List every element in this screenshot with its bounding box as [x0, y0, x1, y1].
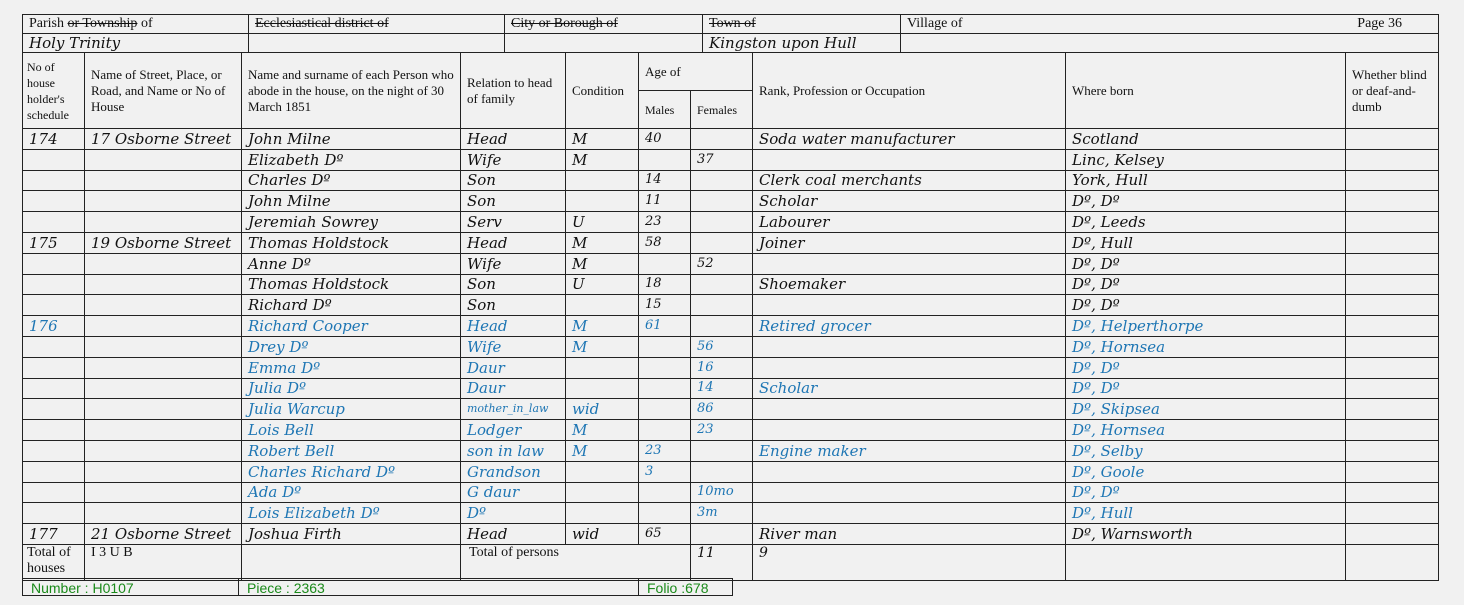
table-row	[23, 316, 1439, 337]
table-row	[23, 461, 1439, 482]
cell-male: 14	[639, 170, 691, 191]
cell-born: Dº, Dº	[1066, 378, 1346, 399]
cell-male	[639, 420, 691, 441]
cell-relation: mother_in_law	[461, 399, 566, 420]
cell-relation: Wife	[461, 336, 566, 357]
cell-female	[691, 461, 753, 482]
cell-condition	[566, 378, 639, 399]
cell-male	[639, 378, 691, 399]
parish-value: Holy Trinity	[23, 34, 249, 53]
town-value: Kingston upon Hull	[703, 34, 901, 53]
cell-schedule	[23, 461, 85, 482]
cell-name: Robert Bell	[242, 440, 461, 461]
cell-schedule	[23, 420, 85, 441]
cell-condition	[566, 482, 639, 503]
table-row	[23, 274, 1439, 295]
cell-blind	[1346, 232, 1439, 253]
cell-male: 3	[639, 461, 691, 482]
cell-condition: M	[566, 420, 639, 441]
cell-relation: Son	[461, 191, 566, 212]
col-name: Name and surname of each Person who abode in the house, on the night of 30 March 1851	[242, 53, 461, 129]
cell-relation: G daur	[461, 482, 566, 503]
cell-blind	[1346, 357, 1439, 378]
cell-relation: Grandson	[461, 461, 566, 482]
cell-name: Charles Richard Dº	[242, 461, 461, 482]
col-born: Where born	[1066, 53, 1346, 129]
cell-name: Julia Warcup	[242, 399, 461, 420]
cell-female: 23	[691, 420, 753, 441]
cell-male: 40	[639, 129, 691, 150]
cell-born: Scotland	[1066, 129, 1346, 150]
cell-occupation	[753, 461, 1066, 482]
cell-female: 3m	[691, 503, 753, 524]
table-row	[23, 482, 1439, 503]
cell-condition: M	[566, 149, 639, 170]
cell-male: 58	[639, 232, 691, 253]
cell-female	[691, 295, 753, 316]
col-males: Males	[639, 91, 691, 129]
cell-born: Dº, Hornsea	[1066, 336, 1346, 357]
cell-male	[639, 149, 691, 170]
cell-female	[691, 440, 753, 461]
cell-occupation	[753, 253, 1066, 274]
cell-schedule: 174	[23, 129, 85, 150]
cell-male: 15	[639, 295, 691, 316]
cell-male	[639, 357, 691, 378]
cell-born: Dº, Hull	[1066, 503, 1346, 524]
cell-relation: Wife	[461, 149, 566, 170]
cell-blind	[1346, 440, 1439, 461]
cell-street	[85, 357, 242, 378]
cell-schedule	[23, 399, 85, 420]
cell-relation: Dº	[461, 503, 566, 524]
cell-occupation: River man	[753, 524, 1066, 545]
cell-condition: M	[566, 232, 639, 253]
cell-schedule	[23, 149, 85, 170]
cell-blind	[1346, 253, 1439, 274]
cell-born: York, Hull	[1066, 170, 1346, 191]
cell-street	[85, 336, 242, 357]
cell-schedule	[23, 253, 85, 274]
cell-relation: Lodger	[461, 420, 566, 441]
cell-condition	[566, 170, 639, 191]
table-row	[23, 524, 1439, 545]
total-houses-value: I 3 U B	[85, 544, 242, 580]
cell-occupation	[753, 420, 1066, 441]
cell-blind	[1346, 482, 1439, 503]
cell-occupation: Retired grocer	[753, 316, 1066, 337]
cell-relation: son in law	[461, 440, 566, 461]
cell-name: Julia Dº	[242, 378, 461, 399]
cell-schedule: 175	[23, 232, 85, 253]
cell-street	[85, 440, 242, 461]
cell-schedule	[23, 170, 85, 191]
cell-name: Ada Dº	[242, 482, 461, 503]
cell-condition	[566, 357, 639, 378]
cell-female	[691, 191, 753, 212]
table-row	[23, 440, 1439, 461]
cell-blind	[1346, 212, 1439, 233]
cell-blind	[1346, 129, 1439, 150]
cell-relation: Head	[461, 232, 566, 253]
col-blind: Whether blind or deaf-and-dumb	[1346, 53, 1439, 129]
cell-schedule: 177	[23, 524, 85, 545]
cell-occupation	[753, 357, 1066, 378]
cell-condition: M	[566, 336, 639, 357]
cell-condition	[566, 461, 639, 482]
cell-female: 86	[691, 399, 753, 420]
cell-male	[639, 503, 691, 524]
census-table	[22, 52, 1439, 581]
cell-condition: M	[566, 129, 639, 150]
cell-schedule	[23, 357, 85, 378]
cell-relation: Head	[461, 316, 566, 337]
cell-schedule	[23, 482, 85, 503]
cell-blind	[1346, 274, 1439, 295]
cell-occupation: Engine maker	[753, 440, 1066, 461]
cell-occupation	[753, 295, 1066, 316]
cell-born: Dº, Hull	[1066, 232, 1346, 253]
cell-blind	[1346, 461, 1439, 482]
cell-street	[85, 482, 242, 503]
cell-born: Dº, Leeds	[1066, 212, 1346, 233]
cell-born: Dº, Dº	[1066, 482, 1346, 503]
cell-male: 23	[639, 440, 691, 461]
table-row	[23, 420, 1439, 441]
cell-male: 61	[639, 316, 691, 337]
city-label: City or Borough of	[505, 15, 703, 34]
cell-born: Dº, Dº	[1066, 274, 1346, 295]
col-relation: Relation to head of family	[461, 53, 566, 129]
cell-blind	[1346, 295, 1439, 316]
cell-blind	[1346, 191, 1439, 212]
total-houses-label: Total of houses	[23, 544, 85, 580]
cell-name: Jeremiah Sowrey	[242, 212, 461, 233]
footer-number: Number : H0107	[22, 578, 239, 596]
cell-relation: Serv	[461, 212, 566, 233]
cell-male: 18	[639, 274, 691, 295]
footer-piece: Piece : 2363	[238, 578, 639, 596]
cell-street	[85, 461, 242, 482]
cell-name: Lois Bell	[242, 420, 461, 441]
cell-street	[85, 170, 242, 191]
table-row	[23, 336, 1439, 357]
cell-schedule	[23, 212, 85, 233]
cell-street: 17 Osborne Street	[85, 129, 242, 150]
cell-blind	[1346, 316, 1439, 337]
cell-condition	[566, 191, 639, 212]
cell-female	[691, 212, 753, 233]
table-row	[23, 170, 1439, 191]
census-rows	[23, 129, 1439, 545]
cell-female: 56	[691, 336, 753, 357]
cell-street	[85, 149, 242, 170]
cell-name: Lois Elizabeth Dº	[242, 503, 461, 524]
cell-occupation: Shoemaker	[753, 274, 1066, 295]
cell-born: Dº, Selby	[1066, 440, 1346, 461]
cell-female	[691, 170, 753, 191]
cell-female	[691, 232, 753, 253]
cell-female	[691, 316, 753, 337]
cell-name: Emma Dº	[242, 357, 461, 378]
cell-relation: Head	[461, 524, 566, 545]
cell-occupation: Labourer	[753, 212, 1066, 233]
col-females: Females	[691, 91, 753, 129]
cell-blind	[1346, 420, 1439, 441]
cell-street: 21 Osborne Street	[85, 524, 242, 545]
cell-condition: M	[566, 253, 639, 274]
cell-condition	[566, 295, 639, 316]
cell-street	[85, 295, 242, 316]
cell-male: 11	[639, 191, 691, 212]
cell-schedule	[23, 191, 85, 212]
cell-relation: Son	[461, 274, 566, 295]
cell-name: Thomas Holdstock	[242, 232, 461, 253]
cell-blind	[1346, 149, 1439, 170]
table-row	[23, 295, 1439, 316]
cell-born: Dº, Skipsea	[1066, 399, 1346, 420]
cell-born: Linc, Kelsey	[1066, 149, 1346, 170]
cell-male: 23	[639, 212, 691, 233]
town-label: Town of	[703, 15, 901, 34]
cell-female: 14	[691, 378, 753, 399]
cell-female	[691, 129, 753, 150]
cell-condition: M	[566, 316, 639, 337]
census-header-table	[22, 14, 1439, 53]
table-row	[23, 357, 1439, 378]
table-row	[23, 399, 1439, 420]
table-row	[23, 129, 1439, 150]
cell-street	[85, 212, 242, 233]
cell-schedule	[23, 336, 85, 357]
cell-name: John Milne	[242, 191, 461, 212]
cell-occupation	[753, 399, 1066, 420]
cell-female: 37	[691, 149, 753, 170]
cell-schedule	[23, 378, 85, 399]
cell-occupation	[753, 336, 1066, 357]
cell-condition: wid	[566, 399, 639, 420]
table-row	[23, 503, 1439, 524]
cell-relation: Wife	[461, 253, 566, 274]
col-schedule: No of house holder's schedule	[23, 53, 85, 129]
col-condition: Condition	[566, 53, 639, 129]
cell-female	[691, 524, 753, 545]
cell-occupation	[753, 503, 1066, 524]
col-occupation: Rank, Profession or Occupation	[753, 53, 1066, 129]
cell-male: 65	[639, 524, 691, 545]
cell-relation: Son	[461, 170, 566, 191]
cell-relation: Head	[461, 129, 566, 150]
cell-street	[85, 274, 242, 295]
cell-street	[85, 503, 242, 524]
table-row	[23, 191, 1439, 212]
cell-condition	[566, 503, 639, 524]
cell-schedule	[23, 274, 85, 295]
col-age-of: Age of	[639, 53, 753, 91]
cell-male	[639, 482, 691, 503]
cell-blind	[1346, 170, 1439, 191]
table-row	[23, 149, 1439, 170]
cell-male	[639, 399, 691, 420]
footer-folio: Folio :678	[638, 578, 733, 596]
cell-male	[639, 336, 691, 357]
cell-born: Dº, Dº	[1066, 191, 1346, 212]
village-label: Village of Page 36	[901, 15, 1439, 34]
total-persons-label: Total of persons	[461, 544, 691, 580]
cell-name: Charles Dº	[242, 170, 461, 191]
cell-street	[85, 378, 242, 399]
cell-condition: M	[566, 440, 639, 461]
cell-relation: Daur	[461, 378, 566, 399]
cell-schedule	[23, 295, 85, 316]
cell-born: Dº, Dº	[1066, 357, 1346, 378]
parish-label: Parish or Township of	[23, 15, 249, 34]
cell-name: Elizabeth Dº	[242, 149, 461, 170]
cell-street	[85, 191, 242, 212]
cell-name: Thomas Holdstock	[242, 274, 461, 295]
table-row	[23, 212, 1439, 233]
total-females: 9	[753, 544, 1066, 580]
cell-relation: Daur	[461, 357, 566, 378]
cell-name: Drey Dº	[242, 336, 461, 357]
cell-blind	[1346, 503, 1439, 524]
cell-blind	[1346, 336, 1439, 357]
cell-condition: U	[566, 212, 639, 233]
cell-occupation: Joiner	[753, 232, 1066, 253]
cell-blind	[1346, 378, 1439, 399]
cell-occupation: Scholar	[753, 378, 1066, 399]
table-row	[23, 378, 1439, 399]
col-street: Name of Street, Place, or Road, and Name or No of House	[85, 53, 242, 129]
cell-born: Dº, Dº	[1066, 253, 1346, 274]
cell-condition: U	[566, 274, 639, 295]
census-sheet	[22, 14, 1438, 581]
cell-occupation: Clerk coal merchants	[753, 170, 1066, 191]
cell-occupation	[753, 482, 1066, 503]
cell-street	[85, 253, 242, 274]
cell-schedule	[23, 440, 85, 461]
cell-blind	[1346, 399, 1439, 420]
total-males: 11	[691, 544, 753, 580]
cell-born: Dº, Warnsworth	[1066, 524, 1346, 545]
cell-name: Richard Dº	[242, 295, 461, 316]
cell-occupation	[753, 149, 1066, 170]
cell-occupation: Soda water manufacturer	[753, 129, 1066, 150]
cell-name: Anne Dº	[242, 253, 461, 274]
cell-female: 10mo	[691, 482, 753, 503]
cell-street	[85, 316, 242, 337]
table-row	[23, 253, 1439, 274]
cell-female: 16	[691, 357, 753, 378]
cell-schedule	[23, 503, 85, 524]
table-row	[23, 232, 1439, 253]
cell-street: 19 Osborne Street	[85, 232, 242, 253]
cell-born: Dº, Dº	[1066, 295, 1346, 316]
cell-female	[691, 274, 753, 295]
cell-street	[85, 399, 242, 420]
cell-street	[85, 420, 242, 441]
cell-female: 52	[691, 253, 753, 274]
cell-born: Dº, Goole	[1066, 461, 1346, 482]
cell-schedule: 176	[23, 316, 85, 337]
cell-male	[639, 253, 691, 274]
cell-condition: wid	[566, 524, 639, 545]
cell-name: John Milne	[242, 129, 461, 150]
cell-relation: Son	[461, 295, 566, 316]
cell-born: Dº, Hornsea	[1066, 420, 1346, 441]
page-number: Page 36	[1357, 16, 1402, 31]
cell-blind	[1346, 524, 1439, 545]
cell-name: Joshua Firth	[242, 524, 461, 545]
cell-occupation: Scholar	[753, 191, 1066, 212]
cell-name: Richard Cooper	[242, 316, 461, 337]
ecclesiastical-label: Ecclesiastical district of	[249, 15, 505, 34]
cell-born: Dº, Helperthorpe	[1066, 316, 1346, 337]
